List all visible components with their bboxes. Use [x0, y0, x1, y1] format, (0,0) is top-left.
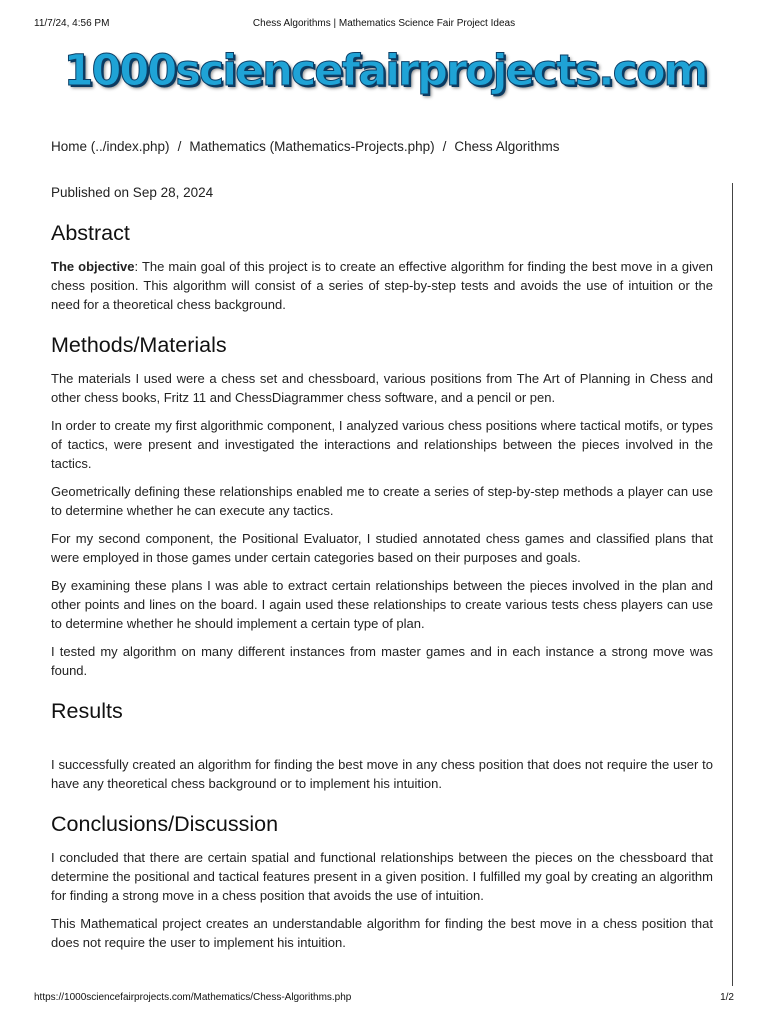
- methods-paragraph: For my second component, the Positional Evaluator, I studied annotated chess games and classified plans that were employed in those games under certain categories based on their purposes and goals.: [51, 531, 713, 565]
- objective-text: : The main goal of this project is to create an effective algorithm for finding the best move in a given chess position. This algorithm will consist of a series of step-by-step tests and avoids the use of intuition or the need for a theoretical chess background.: [51, 259, 714, 312]
- methods-paragraph: I tested my algorithm on many different instances from master games and in each instance a strong move was found.: [51, 644, 713, 678]
- methods-paragraph: The materials I used were a chess set and chessboard, various positions from The Art of Planning in Chess and other chess books, Fritz 11 and ChessDiagrammer chess software, and a pencil or pen.: [51, 371, 713, 405]
- breadcrumb-current: Chess Algorithms: [454, 139, 560, 154]
- objective-label: The objective: [51, 259, 135, 274]
- breadcrumb-home-link[interactable]: Home (../index.php): [51, 139, 170, 154]
- breadcrumb-mathematics-link[interactable]: Mathematics (Mathematics-Projects.php): [189, 139, 435, 154]
- conclusions-heading: Conclusions/Discussion: [51, 812, 279, 836]
- site-logo[interactable]: [63, 38, 707, 104]
- print-page-title: Chess Algorithms | Mathematics Science Fair Project Ideas: [252, 18, 516, 29]
- scrollbar-rule: [732, 183, 733, 986]
- abstract-heading: Abstract: [51, 221, 130, 245]
- breadcrumb-separator: /: [442, 139, 447, 154]
- print-date: 11/7/24, 4:56 PM: [34, 18, 110, 29]
- article: [51, 184, 713, 961]
- methods-heading: Methods/Materials: [51, 333, 227, 357]
- published-date: Published on Sep 28, 2024: [51, 185, 214, 200]
- methods-paragraph: By examining these plans I was able to extract certain relationships between the pieces involved in the plan and other points and lines on the board. I again used these relationships to create various tests chess players can use to determine whether he should implement a certain type of plan.: [51, 578, 713, 631]
- abstract-paragraph: [51, 257, 713, 314]
- print-header: [0, 18, 768, 32]
- conclusions-paragraph: I concluded that there are certain spatial and functional relationships between the pieces on the chessboard that determine the positional and tactical features present in a given position. I fulfilled my goal by creating an algorithm for finding a strong move in a chess position that avoids the use of intuition.: [51, 850, 713, 903]
- breadcrumb-separator: /: [177, 139, 182, 154]
- breadcrumb: [51, 139, 741, 154]
- results-heading: Results: [51, 699, 123, 723]
- results-spacer: [51, 735, 713, 755]
- methods-paragraph: Geometrically defining these relationships enabled me to create a series of step-by-step methods a player can use to determine whether he can execute any tactics.: [51, 484, 713, 518]
- methods-paragraph: In order to create my first algorithmic component, I analyzed various chess positions where tactical motifs, or types of tactics, were present and investigated the interactions and relationships between the pieces involved in the tactics.: [51, 418, 713, 471]
- print-url: https://1000sciencefairprojects.com/Mathematics/Chess-Algorithms.php: [34, 992, 352, 1003]
- conclusions-paragraph: This Mathematical project creates an understandable algorithm for finding the best move in a chess position that does not require the user to implement his intuition.: [51, 916, 713, 950]
- results-paragraph: I successfully created an algorithm for finding the best move in any chess position that does not require the user to have any theoretical chess background or to implement his intuition.: [51, 757, 713, 791]
- site-logo-text: 1000sciencefairprojects.com: [63, 46, 707, 96]
- print-page-number: 1/2: [720, 992, 734, 1003]
